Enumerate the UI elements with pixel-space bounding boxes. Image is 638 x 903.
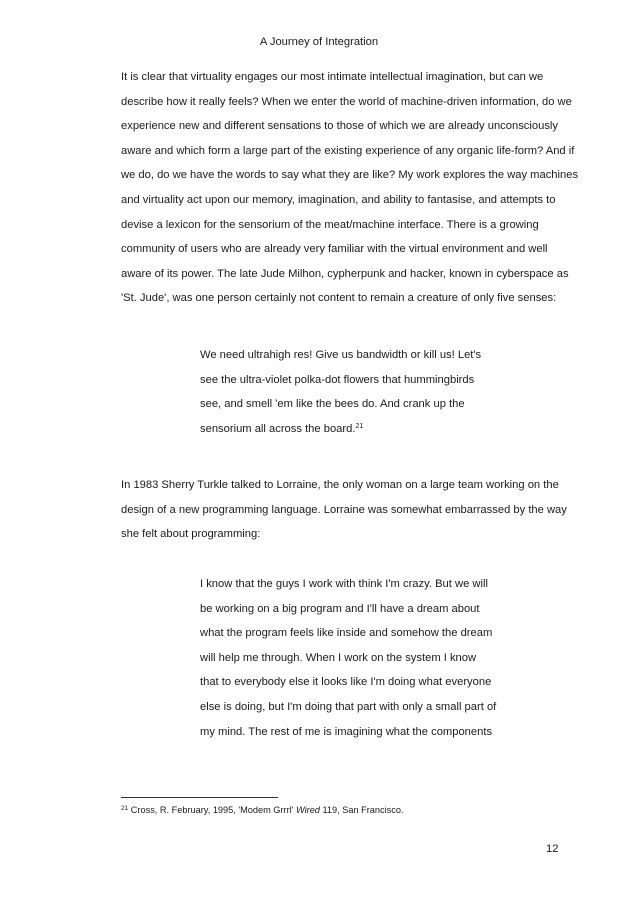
- quote-line: my mind. The rest of me is imagining what the components: [200, 725, 493, 738]
- footnote-publication: Wired: [296, 805, 320, 815]
- quote-line: We need ultrahigh res! Give us bandwidth or kill us! Let's: [200, 349, 482, 361]
- quote-line: what the program feels like inside and somehow the dream: [200, 627, 493, 640]
- footnote-citation: Cross, R. February, 1995, 'Modem Grrrl': [130, 805, 294, 815]
- text-line: community of users who are already very familiar with the virtual environment and well: [121, 243, 548, 256]
- footnote-number: 21: [121, 805, 129, 812]
- footnote: [121, 805, 404, 815]
- running-header: A Journey of Integration: [259, 36, 379, 48]
- text-line: describe how it really feels? When we enter the world of machine-driven information, do we: [121, 95, 572, 108]
- quote-line: be working on a big program and I'll have a dream about: [200, 602, 480, 615]
- block-quote-lorraine: [200, 572, 540, 744]
- page-number: 12: [546, 843, 559, 855]
- text-line: devise a lexicon for the sensorium of the meat/machine interface. There is a growing: [121, 218, 539, 231]
- paragraph-turkle: [121, 473, 567, 547]
- text-line: aware of its power. The late Jude Milhon, cypherpunk and hacker, known in cyberspace as: [121, 267, 569, 280]
- paragraph-virtuality: [121, 65, 579, 311]
- block-quote-milhon: [200, 343, 540, 443]
- quote-line: see the ultra-violet polka-dot flowers that hummingbirds: [200, 373, 475, 386]
- text-line: design of a new programming language. Lorraine was somewhat embarrassed by the way: [121, 503, 567, 516]
- quote-line: I know that the guys I work with think I'm crazy. But we will: [200, 578, 488, 590]
- quote-line: [200, 417, 540, 444]
- text-line: experience new and different sensations to those of which we are already unconsciously: [121, 120, 558, 133]
- quote-line: else is doing, but I'm doing that part with only a small part of: [200, 700, 497, 713]
- text-line: she felt about programming:: [121, 528, 261, 541]
- text-line: aware and which form a large part of the existing experience of any organic life-form? And if: [121, 144, 575, 157]
- footnote-reference[interactable]: 21: [355, 422, 364, 430]
- text-line: In 1983 Sherry Turkle talked to Lorraine, the only woman on a large team working on the: [121, 479, 559, 491]
- footnote-citation-end: 119, San Francisco.: [322, 805, 404, 815]
- quote-line: will help me through. When I work on the system I know: [200, 651, 477, 664]
- quote-line: see, and smell 'em like the bees do. And crank up the: [200, 398, 465, 411]
- text-line: we do, do we have the words to say what they are like? My work explores the way machines: [121, 169, 579, 182]
- text-line: and virtuality act upon our memory, imagination, and ability to fantasise, and attempts to: [121, 193, 556, 206]
- text-line: It is clear that virtuality engages our most intimate intellectual imagination, but can we: [121, 71, 544, 83]
- quote-line: that to everybody else it looks like I'm doing what everyone: [200, 676, 492, 689]
- quote-line-text: sensorium all across the board.: [200, 422, 356, 435]
- text-line: 'St. Jude', was one person certainly not content to remain a creature of only five senses:: [121, 292, 557, 305]
- footnote-divider: [121, 797, 278, 798]
